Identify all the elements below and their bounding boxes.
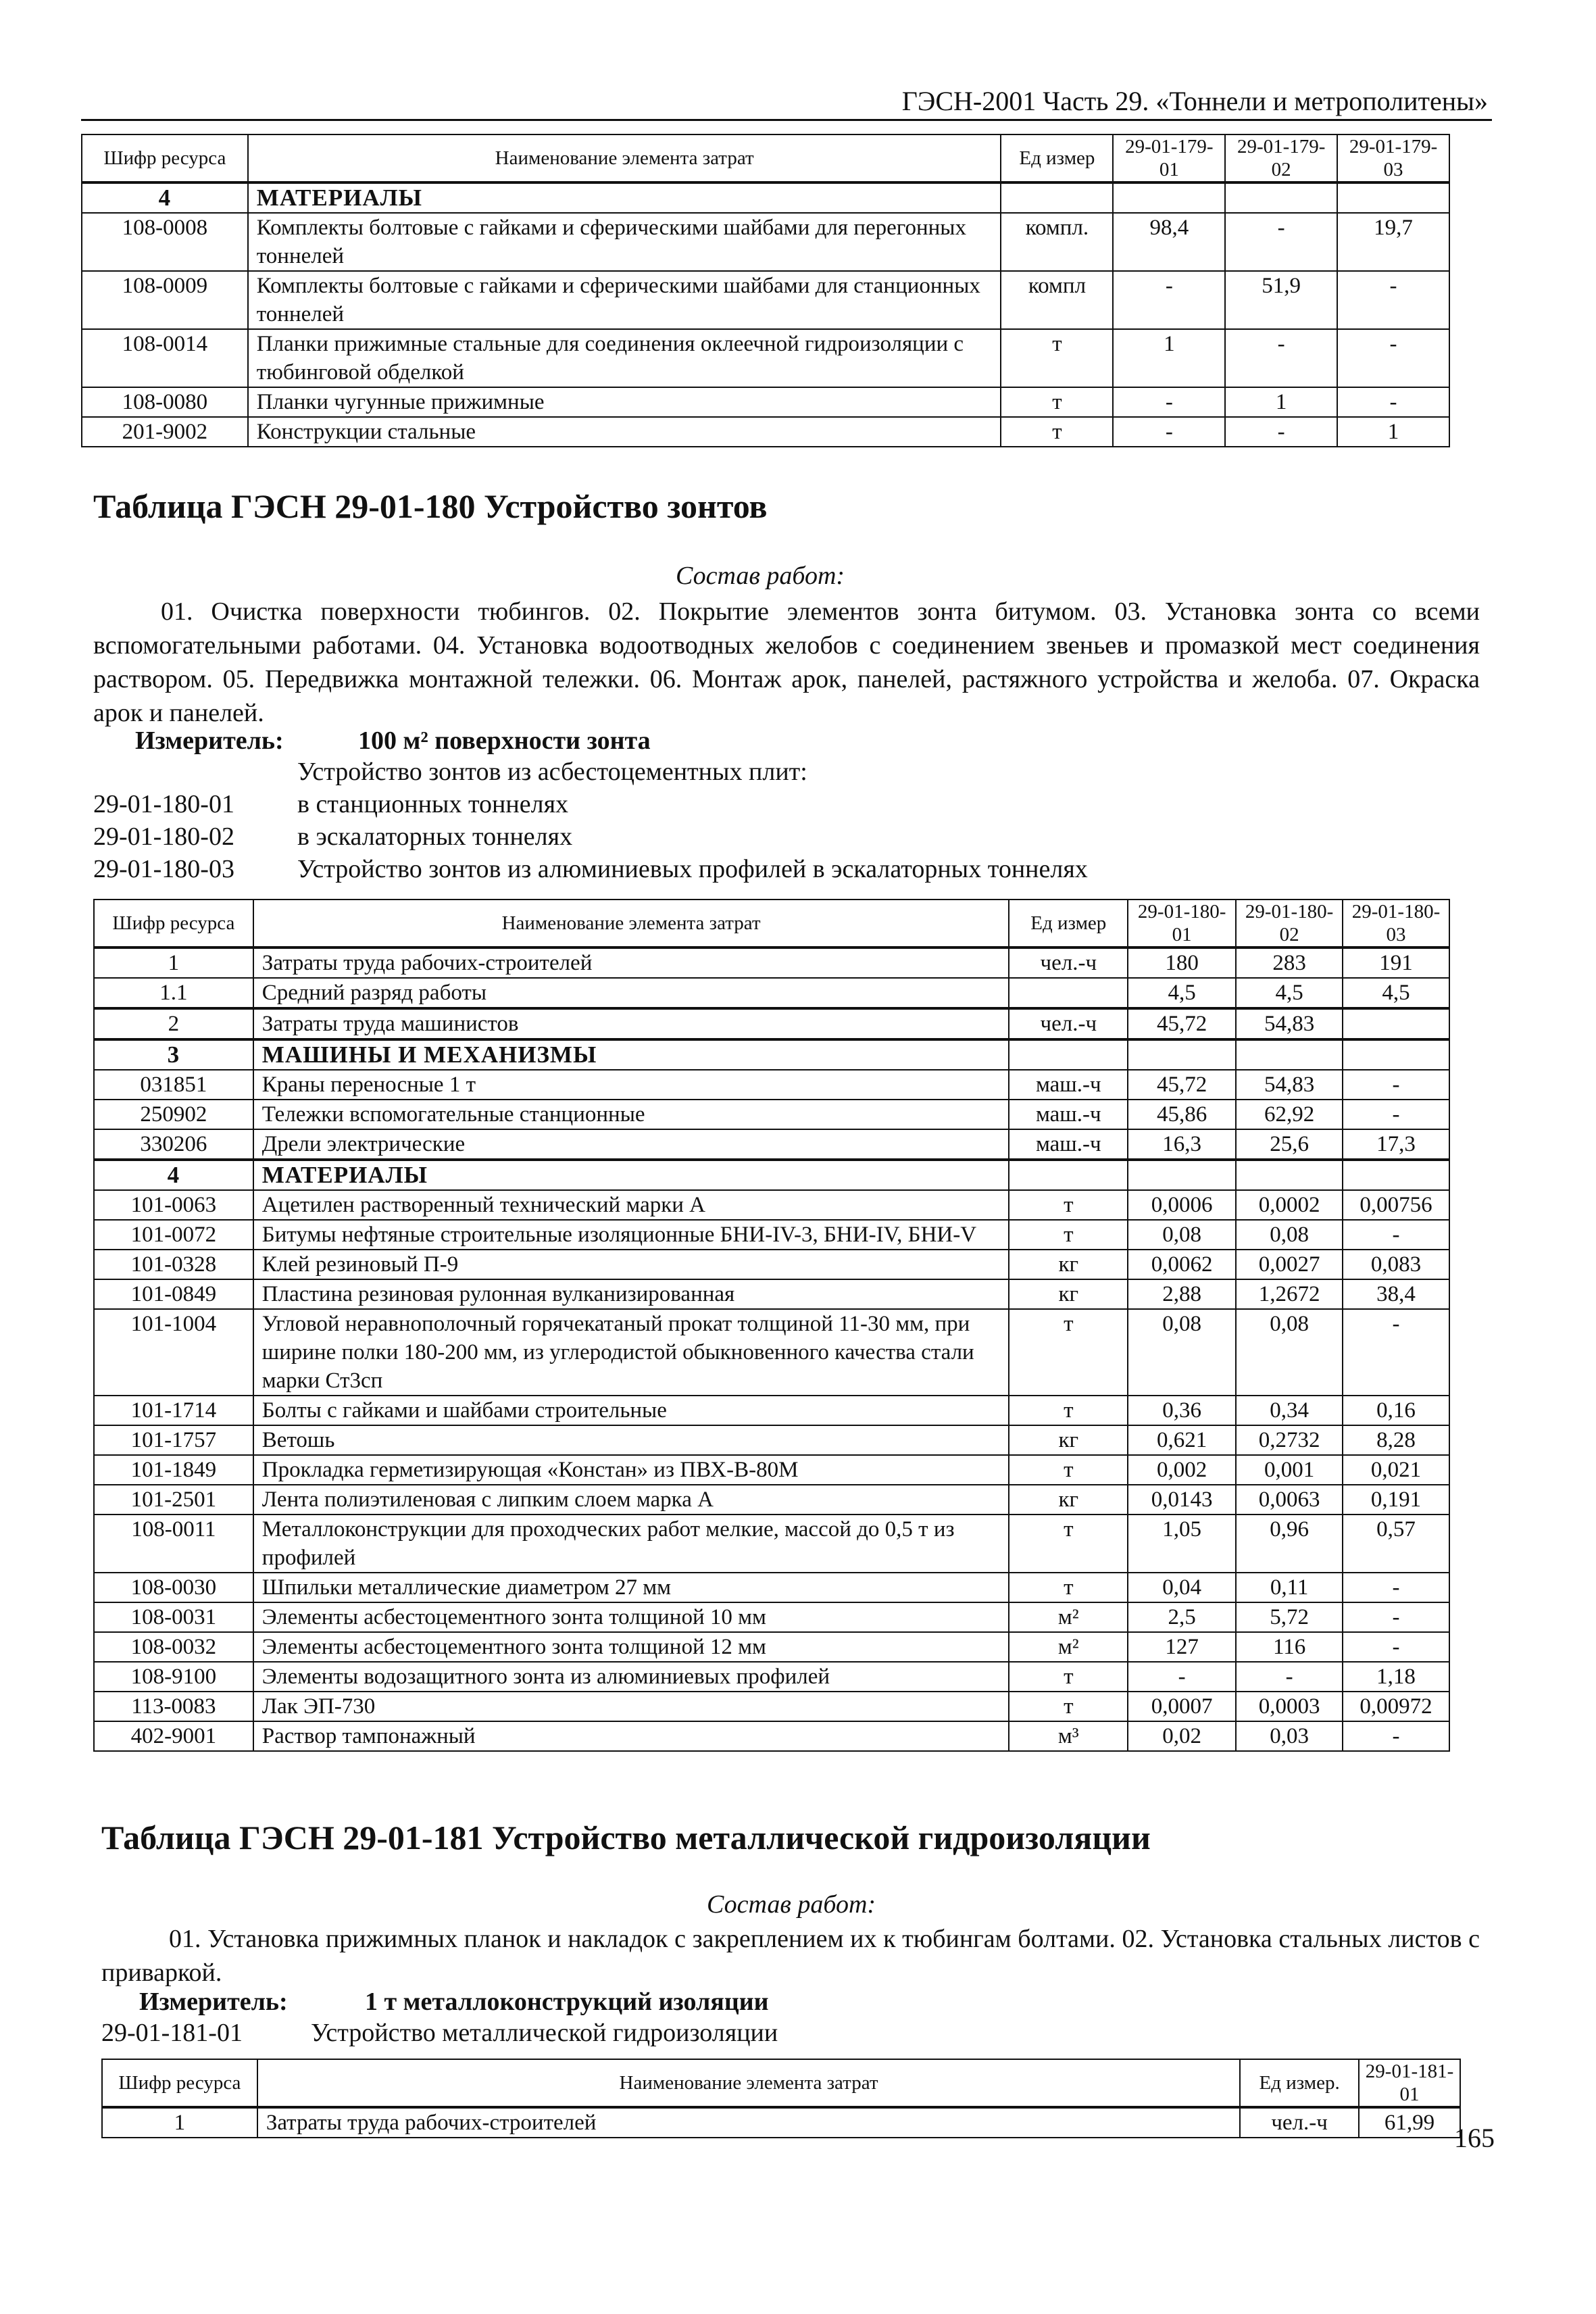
column-header: 29-01-180-01 <box>1128 900 1236 947</box>
value-cell: 98,4 <box>1113 213 1225 271</box>
table-row <box>94 1455 1449 1485</box>
unit-cell: т <box>1009 1190 1128 1220</box>
unit-cell: кг <box>1009 1250 1128 1279</box>
cost-element-name: Пластина резиновая рулонная вулканизированная <box>253 1279 1009 1309</box>
table-header-row <box>94 900 1449 947</box>
value-cell: - <box>1337 271 1449 329</box>
table-row <box>94 1396 1449 1425</box>
value-cell: 0,02 <box>1128 1721 1236 1751</box>
value-cell: 0,08 <box>1128 1220 1236 1250</box>
unit-cell: компл. <box>1001 213 1113 271</box>
value-cell: - <box>1343 1070 1449 1100</box>
cost-element-name: Клей резиновый П-9 <box>253 1250 1009 1279</box>
resource-code: 101-0072 <box>94 1220 253 1250</box>
resource-code: 101-1714 <box>94 1396 253 1425</box>
value-cell: 0,0003 <box>1236 1692 1343 1721</box>
cost-element-name: Тележки вспомогательные станционные <box>253 1100 1009 1129</box>
resource-code: 101-2501 <box>94 1485 253 1515</box>
empty-cell <box>1236 1160 1343 1190</box>
resource-table-181 <box>101 2059 1461 2138</box>
section-row <box>94 1039 1449 1070</box>
column-header: 29-01-179-01 <box>1113 134 1225 182</box>
work-composition-text-181: 01. Установка прижимных планок и накладок с закреплением их к тюбингам болтами. 02. Установка стальных листов с приваркой. <box>101 1925 1480 1987</box>
table-header-row <box>82 134 1449 182</box>
work-composition-heading: Состав работ: <box>676 562 845 590</box>
value-cell: 1,18 <box>1343 1662 1449 1692</box>
value-cell: 0,08 <box>1236 1309 1343 1396</box>
value-cell: 0,00756 <box>1343 1190 1449 1220</box>
empty-cell <box>1225 182 1337 213</box>
resource-code: 330206 <box>94 1129 253 1160</box>
unit-cell: кг <box>1009 1485 1128 1515</box>
cost-element-name: Затраты труда машинистов <box>253 1008 1009 1039</box>
value-cell: 0,0007 <box>1128 1692 1236 1721</box>
cost-element-name: Элементы асбестоцементного зонта толщиной 12 мм <box>253 1632 1009 1662</box>
resource-code: 402-9001 <box>94 1721 253 1751</box>
unit-cell: т <box>1009 1309 1128 1396</box>
value-cell: - <box>1343 1100 1449 1129</box>
resource-code: 108-0031 <box>94 1602 253 1632</box>
norm-text: Устройство металлической гидроизоляции <box>311 2019 778 2047</box>
value-cell: 25,6 <box>1236 1129 1343 1160</box>
value-cell: 1 <box>1337 417 1449 447</box>
unit-cell: м² <box>1009 1632 1128 1662</box>
table-row <box>94 947 1449 978</box>
value-cell: - <box>1337 329 1449 387</box>
value-cell: 45,86 <box>1128 1100 1236 1129</box>
value-cell: 1,05 <box>1128 1515 1236 1573</box>
column-header: Наименование элемента затрат <box>253 900 1009 947</box>
table-row <box>94 1129 1449 1160</box>
table-row <box>94 1485 1449 1515</box>
value-cell: 0,0143 <box>1128 1485 1236 1515</box>
value-cell: 283 <box>1236 947 1343 978</box>
value-cell: 1,2672 <box>1236 1279 1343 1309</box>
value-cell: 0,16 <box>1343 1396 1449 1425</box>
value-cell: 62,92 <box>1236 1100 1343 1129</box>
value-cell: - <box>1343 1309 1449 1396</box>
resource-code: 101-1849 <box>94 1455 253 1485</box>
norm-text: в эскалаторных тоннелях <box>297 822 573 851</box>
resource-table-180 <box>93 899 1450 1752</box>
meter-value: 100 м² поверхности зонта <box>358 727 651 755</box>
cost-element-name: Прокладка герметизирующая «Констан» из ПВХ-В-80М <box>253 1455 1009 1485</box>
value-cell: 0,0002 <box>1236 1190 1343 1220</box>
resource-code: 1.1 <box>94 978 253 1008</box>
value-cell: 54,83 <box>1236 1008 1343 1039</box>
unit-cell: кг <box>1009 1425 1128 1455</box>
section-code: 4 <box>94 1160 253 1190</box>
norm-text: Устройство зонтов из алюминиевых профилей в эскалаторных тоннелях <box>297 855 1088 883</box>
table-row <box>94 978 1449 1008</box>
unit-cell: кг <box>1009 1279 1128 1309</box>
header-rule <box>81 119 1492 121</box>
unit-cell: маш.-ч <box>1009 1129 1128 1160</box>
resource-code: 108-0011 <box>94 1515 253 1573</box>
table-row <box>94 1573 1449 1602</box>
cost-element-name: Элементы водозащитного зонта из алюминиевых профилей <box>253 1662 1009 1692</box>
section-code: 4 <box>82 182 248 213</box>
table-row <box>94 1632 1449 1662</box>
unit-cell: т <box>1009 1515 1128 1573</box>
cost-element-name: Затраты труда рабочих-строителей <box>253 947 1009 978</box>
value-cell: 61,99 <box>1359 2107 1460 2138</box>
cost-element-name: Комплекты болтовые с гайками и сферическими шайбами для станционных тоннелей <box>248 271 1001 329</box>
value-cell: 0,021 <box>1343 1455 1449 1485</box>
column-header: Ед измер <box>1001 134 1113 182</box>
table-row <box>102 2107 1460 2138</box>
value-cell: 0,57 <box>1343 1515 1449 1573</box>
norm-code: 29-01-181-01 <box>101 2019 243 2047</box>
unit-cell: компл <box>1001 271 1113 329</box>
value-cell <box>1343 1008 1449 1039</box>
cost-element-name: Комплекты болтовые с гайками и сферическими шайбами для перегонных тоннелей <box>248 213 1001 271</box>
value-cell: 0,2732 <box>1236 1425 1343 1455</box>
value-cell: - <box>1113 271 1225 329</box>
table-title-181: Таблица ГЭСН 29-01-181 Устройство металлической гидроизоляции <box>101 1819 1151 1856</box>
value-cell: 0,621 <box>1128 1425 1236 1455</box>
value-cell: 0,002 <box>1128 1455 1236 1485</box>
page-number: 165 <box>1454 2123 1495 2153</box>
table-row <box>94 1425 1449 1455</box>
cost-element-name: Средний разряд работы <box>253 978 1009 1008</box>
resource-code: 108-0032 <box>94 1632 253 1662</box>
table-row <box>94 1309 1449 1396</box>
norm-text: в станционных тоннелях <box>297 790 569 818</box>
value-cell: 4,5 <box>1128 978 1236 1008</box>
resource-code: 201-9002 <box>82 417 248 447</box>
cost-element-name: Ветошь <box>253 1425 1009 1455</box>
empty-cell <box>1128 1039 1236 1070</box>
column-header: Шифр ресурса <box>94 900 253 947</box>
table-header-row <box>102 2059 1460 2107</box>
value-cell: 5,72 <box>1236 1602 1343 1632</box>
value-cell: 127 <box>1128 1632 1236 1662</box>
item-group-label: Устройство зонтов из асбестоцементных плит: <box>297 758 807 786</box>
cost-element-name: Дрели электрические <box>253 1129 1009 1160</box>
unit-cell: т <box>1009 1396 1128 1425</box>
resource-code: 108-0014 <box>82 329 248 387</box>
table-row <box>94 1515 1449 1573</box>
value-cell: - <box>1113 417 1225 447</box>
empty-cell <box>1343 1039 1449 1070</box>
unit-cell: м³ <box>1009 1721 1128 1751</box>
cost-element-name: Лак ЭП-730 <box>253 1692 1009 1721</box>
cost-element-name: Краны переносные 1 т <box>253 1070 1009 1100</box>
resource-code: 101-1004 <box>94 1309 253 1396</box>
resource-code: 250902 <box>94 1100 253 1129</box>
value-cell: - <box>1337 387 1449 417</box>
resource-code: 108-0008 <box>82 213 248 271</box>
resource-code: 2 <box>94 1008 253 1039</box>
unit-cell: чел.-ч <box>1240 2107 1359 2138</box>
empty-cell <box>1001 182 1113 213</box>
resource-code: 1 <box>94 947 253 978</box>
table-row <box>82 329 1449 387</box>
value-cell: - <box>1225 213 1337 271</box>
value-cell: - <box>1343 1573 1449 1602</box>
unit-cell: чел.-ч <box>1009 1008 1128 1039</box>
value-cell: 51,9 <box>1225 271 1337 329</box>
cost-element-name: Ацетилен растворенный технический марки А <box>253 1190 1009 1220</box>
column-header: 29-01-180-02 <box>1236 900 1343 947</box>
section-row <box>82 182 1449 213</box>
value-cell: 0,001 <box>1236 1455 1343 1485</box>
cost-element-name: Лента полиэтиленовая с липким слоем марка А <box>253 1485 1009 1515</box>
resource-code: 101-0849 <box>94 1279 253 1309</box>
value-cell: 8,28 <box>1343 1425 1449 1455</box>
meter-label-181: Измеритель: <box>139 1988 288 2016</box>
table-row <box>82 213 1449 271</box>
value-cell: 1 <box>1225 387 1337 417</box>
section-code: 3 <box>94 1039 253 1070</box>
resource-table-179 <box>81 134 1450 447</box>
value-cell: 0,191 <box>1343 1485 1449 1515</box>
unit-cell: т <box>1009 1455 1128 1485</box>
unit-cell: м² <box>1009 1602 1128 1632</box>
value-cell: 116 <box>1236 1632 1343 1662</box>
column-header: 29-01-179-03 <box>1337 134 1449 182</box>
value-cell: 2,5 <box>1128 1602 1236 1632</box>
value-cell: 4,5 <box>1236 978 1343 1008</box>
table-row <box>94 1662 1449 1692</box>
column-header: Наименование элемента затрат <box>257 2059 1240 2107</box>
table-row <box>82 387 1449 417</box>
value-cell: - <box>1343 1721 1449 1751</box>
work-composition-heading-181: Состав работ: <box>707 1890 876 1919</box>
value-cell: - <box>1113 387 1225 417</box>
value-cell: 0,03 <box>1236 1721 1343 1751</box>
table-row <box>94 1721 1449 1751</box>
column-header: Шифр ресурса <box>82 134 248 182</box>
cost-element-name: Угловой неравнополочный горячекатаный прокат толщиной 11-30 мм, при ширине полки 180-200 мм, из углеродистой обыкновенного качества стали марки Ст3сп <box>253 1309 1009 1396</box>
unit-cell: т <box>1001 417 1113 447</box>
section-name: МАТЕРИАЛЫ <box>253 1160 1009 1190</box>
work-composition-text: 01. Очистка поверхности тюбингов. 02. Покрытие элементов зонта битумом. 03. Установка зонта со всеми вспомогательными работами. 04. Установка водоотводных желобов с соединением звеньев и промазкой мест соединения раствором. 05. Передвижка монтажной тележки. 06. Монтаж арок, панелей, растяжного устройства и желоба. 07. Окраска арок и панелей. <box>93 597 1480 727</box>
resource-code: 101-0063 <box>94 1190 253 1220</box>
unit-cell: т <box>1001 387 1113 417</box>
value-cell: 0,11 <box>1236 1573 1343 1602</box>
cost-element-name: Битумы нефтяные строительные изоляционные БНИ-IV-3, БНИ-IV, БНИ-V <box>253 1220 1009 1250</box>
value-cell: - <box>1343 1602 1449 1632</box>
resource-code: 108-0030 <box>94 1573 253 1602</box>
unit-cell: т <box>1009 1573 1128 1602</box>
cost-element-name: Металлоконструкции для проходческих работ мелкие, массой до 0,5 т из профилей <box>253 1515 1009 1573</box>
table-row <box>94 1220 1449 1250</box>
value-cell: 191 <box>1343 947 1449 978</box>
value-cell: 16,3 <box>1128 1129 1236 1160</box>
value-cell: 0,0006 <box>1128 1190 1236 1220</box>
value-cell: 0,0027 <box>1236 1250 1343 1279</box>
value-cell: - <box>1225 417 1337 447</box>
norm-code: 29-01-180-02 <box>93 822 234 851</box>
table-row <box>94 1250 1449 1279</box>
meter-value-181: 1 т металлоконструкций изоляции <box>365 1988 769 2016</box>
value-cell: - <box>1225 329 1337 387</box>
table-row <box>82 417 1449 447</box>
column-header: Ед измер. <box>1240 2059 1359 2107</box>
value-cell: - <box>1236 1662 1343 1692</box>
unit-cell: маш.-ч <box>1009 1100 1128 1129</box>
cost-element-name: Элементы асбестоцементного зонта толщиной 10 мм <box>253 1602 1009 1632</box>
section-row <box>94 1160 1449 1190</box>
value-cell: 4,5 <box>1343 978 1449 1008</box>
empty-cell <box>1009 1039 1128 1070</box>
meter-label: Измеритель: <box>135 727 284 755</box>
table-row <box>94 1070 1449 1100</box>
value-cell: - <box>1343 1632 1449 1662</box>
value-cell: 0,0063 <box>1236 1485 1343 1515</box>
unit-cell: маш.-ч <box>1009 1070 1128 1100</box>
value-cell: - <box>1128 1662 1236 1692</box>
unit-cell: т <box>1009 1692 1128 1721</box>
table-row <box>94 1100 1449 1129</box>
resource-code: 101-0328 <box>94 1250 253 1279</box>
value-cell: 2,88 <box>1128 1279 1236 1309</box>
column-header: 29-01-180-03 <box>1343 900 1449 947</box>
value-cell: 0,0062 <box>1128 1250 1236 1279</box>
cost-element-name: Затраты труда рабочих-строителей <box>257 2107 1240 2138</box>
value-cell: 1 <box>1113 329 1225 387</box>
resource-code: 1 <box>102 2107 257 2138</box>
empty-cell <box>1128 1160 1236 1190</box>
table-title-180: Таблица ГЭСН 29-01-180 Устройство зонтов <box>93 487 768 525</box>
empty-cell <box>1009 1160 1128 1190</box>
unit-cell: т <box>1001 329 1113 387</box>
value-cell: 0,04 <box>1128 1573 1236 1602</box>
value-cell: 17,3 <box>1343 1129 1449 1160</box>
empty-cell <box>1236 1039 1343 1070</box>
value-cell: 19,7 <box>1337 213 1449 271</box>
cost-element-name: Болты с гайками и шайбами строительные <box>253 1396 1009 1425</box>
value-cell: 0,08 <box>1236 1220 1343 1250</box>
empty-cell <box>1343 1160 1449 1190</box>
column-header: Ед измер <box>1009 900 1128 947</box>
column-header: 29-01-181-01 <box>1359 2059 1460 2107</box>
cost-element-name: Планки чугунные прижимные <box>248 387 1001 417</box>
value-cell: 54,83 <box>1236 1070 1343 1100</box>
column-header: 29-01-179-02 <box>1225 134 1337 182</box>
unit-cell: т <box>1009 1662 1128 1692</box>
norm-code: 29-01-180-03 <box>93 855 234 883</box>
value-cell: 45,72 <box>1128 1008 1236 1039</box>
unit-cell <box>1009 978 1128 1008</box>
resource-code: 108-0080 <box>82 387 248 417</box>
column-header: Шифр ресурса <box>102 2059 257 2107</box>
table-row <box>94 1008 1449 1039</box>
cost-element-name: Шпильки металлические диаметром 27 мм <box>253 1573 1009 1602</box>
value-cell: 0,00972 <box>1343 1692 1449 1721</box>
value-cell: 180 <box>1128 947 1236 978</box>
table-row <box>94 1279 1449 1309</box>
value-cell: 0,96 <box>1236 1515 1343 1573</box>
table-row <box>82 271 1449 329</box>
table-row <box>94 1602 1449 1632</box>
resource-code: 108-9100 <box>94 1662 253 1692</box>
section-name: МАШИНЫ И МЕХАНИЗМЫ <box>253 1039 1009 1070</box>
cost-element-name: Раствор тампонажный <box>253 1721 1009 1751</box>
value-cell: 0,08 <box>1128 1309 1236 1396</box>
section-name: МАТЕРИАЛЫ <box>248 182 1001 213</box>
value-cell: 45,72 <box>1128 1070 1236 1100</box>
table-row <box>94 1190 1449 1220</box>
unit-cell: чел.-ч <box>1009 947 1128 978</box>
value-cell: - <box>1343 1220 1449 1250</box>
cost-element-name: Конструкции стальные <box>248 417 1001 447</box>
value-cell: 38,4 <box>1343 1279 1449 1309</box>
value-cell: 0,083 <box>1343 1250 1449 1279</box>
running-header: ГЭСН-2001 Часть 29. «Тоннели и метрополитены» <box>901 86 1488 116</box>
unit-cell: т <box>1009 1220 1128 1250</box>
column-header: Наименование элемента затрат <box>248 134 1001 182</box>
table-row <box>94 1692 1449 1721</box>
empty-cell <box>1337 182 1449 213</box>
cost-element-name: Планки прижимные стальные для соединения оклеечной гидроизоляции с тюбинговой обделкой <box>248 329 1001 387</box>
value-cell: 0,34 <box>1236 1396 1343 1425</box>
norm-code: 29-01-180-01 <box>93 790 234 818</box>
empty-cell <box>1113 182 1225 213</box>
value-cell: 0,36 <box>1128 1396 1236 1425</box>
resource-code: 101-1757 <box>94 1425 253 1455</box>
resource-code: 113-0083 <box>94 1692 253 1721</box>
resource-code: 031851 <box>94 1070 253 1100</box>
resource-code: 108-0009 <box>82 271 248 329</box>
